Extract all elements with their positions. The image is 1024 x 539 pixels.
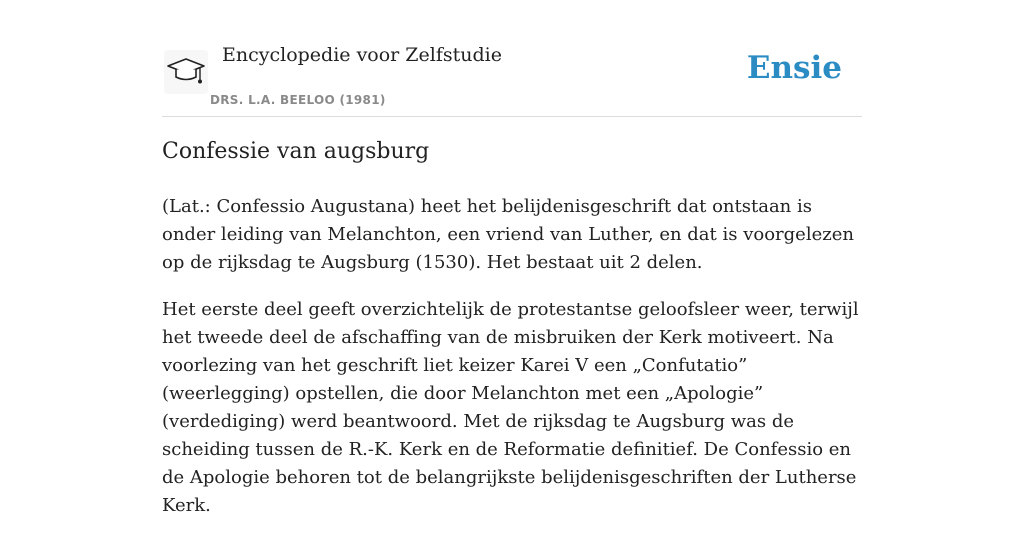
entry-body	[162, 193, 862, 539]
body-paragraph: Het eerste deel geeft overzichtelijk de protestantse geloofsleer weer, terwijl het tweede deel de afschaffing van de misbruiken der Kerk motiveert. Na voorlezing van het geschrift liet keizer Karei V een „Confutatio” (weerlegging) opstellen, die door Melanchton met een „Apologie” (verdediging) werd beantwoord. Met de rijksdag te Augsburg was de scheiding tussen de R.-K. Kerk en de Reformatie definitief. De Confessio en de Apologie behoren tot de belangrijkste belijdenisgeschriften der Lutherse Kerk.	[162, 299, 859, 516]
graduation-cap-icon	[164, 50, 208, 94]
brand-logo-link[interactable]: Ensie	[746, 50, 842, 86]
body-paragraph: (Lat.: Confessio Augustana) heet het belijdenisgeschrift dat ontstaan is onder leiding van Melanchton, een vriend van Luther, en dat is voorgelezen op de rijksdag te Augsburg (1530). Het bestaat uit 2 delen.	[162, 196, 854, 273]
source-header	[162, 0, 862, 117]
source-author: DRS. L.A. BEELOO (1981)	[210, 93, 386, 107]
source-title[interactable]: Encyclopedie voor Zelfstudie	[222, 44, 502, 66]
page-title: Confessie van augsburg	[162, 139, 430, 164]
article-container	[162, 0, 862, 516]
